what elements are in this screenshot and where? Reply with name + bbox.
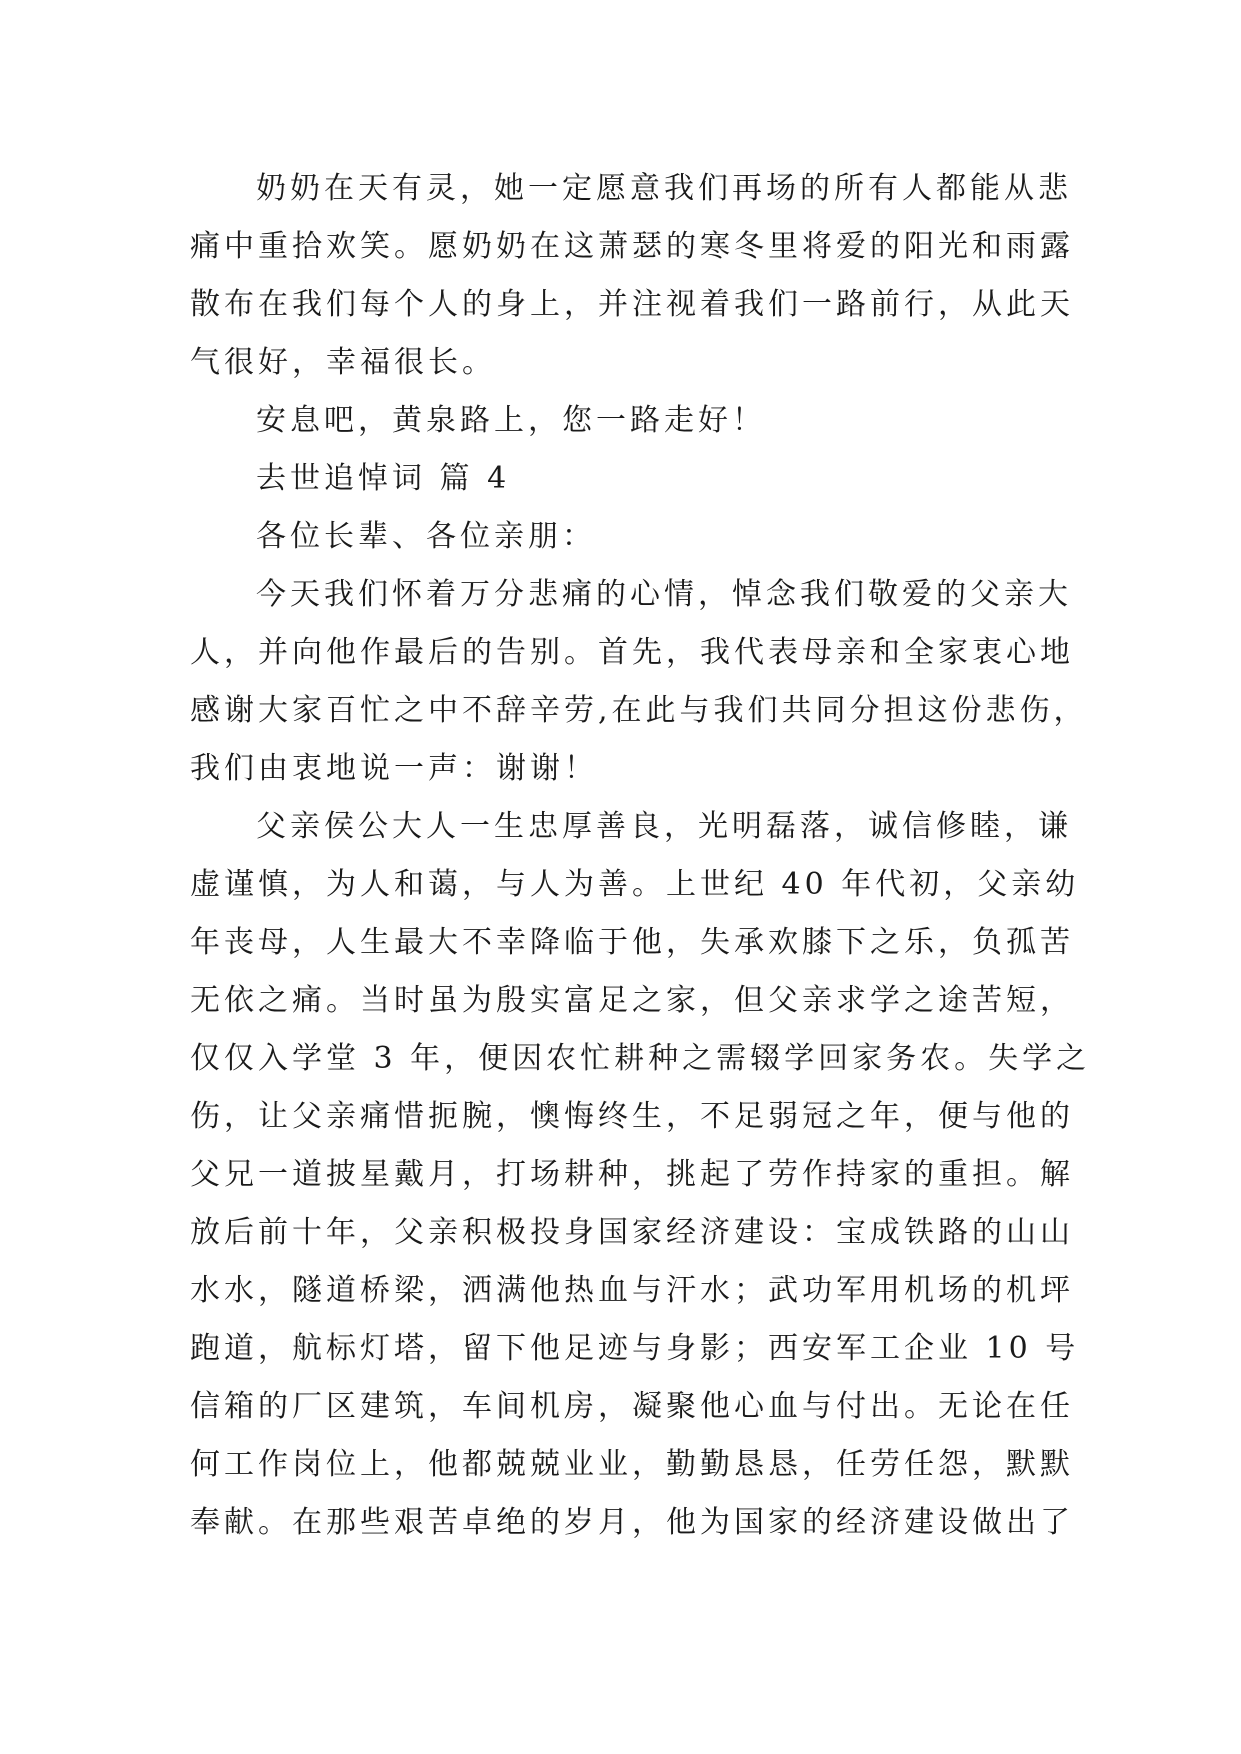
text-line: 今天我们怀着万分悲痛的心情，悼念我们敬爱的父亲大 [256,577,1072,612]
eulogy-text-body [190,160,1091,1552]
text-line: 年丧母，人生最大不幸降临于他，失承欢膝下之乐，负孤苦 [190,925,1074,960]
text-line: 各位长辈、各位亲朋： [256,519,596,554]
text-line: 信箱的厂区建筑，车间机房，凝聚他心血与付出。无论在任 [190,1389,1074,1424]
text-line: 虚谨慎，为人和蔼，与人为善。上世纪 40 年代初，父亲幼 [190,867,1080,902]
text-line: 跑道，航标灯塔，留下他足迹与身影；西安军工企业 10 号 [190,1331,1080,1366]
text-line: 感谢大家百忙之中不辞辛劳,在此与我们共同分担这份悲伤， [190,693,1088,728]
text-line: 伤，让父亲痛惜扼腕，懊悔终生，不足弱冠之年，便与他的 [190,1099,1074,1134]
opening-paragraph [190,566,1088,798]
section-heading [190,450,1050,508]
text-line: 人，并向他作最后的告别。首先，我代表母亲和全家衷心地 [190,635,1074,670]
biography-paragraph [190,798,1091,1552]
heading-text: 去世追悼词 篇 4 [256,461,511,496]
text-line: 气很好，幸福很长。 [190,345,496,380]
text-line: 何工作岗位上，他都兢兢业业，勤勤恳恳，任劳任怨，默默 [190,1447,1074,1482]
text-line: 奉献。在那些艰苦卓绝的岁月，他为国家的经济建设做出了 [190,1505,1074,1540]
salutation [190,508,1050,566]
text-line: 我们由衷地说一声：谢谢！ [190,751,598,786]
text-line: 安息吧，黄泉路上，您一路走好！ [256,403,766,438]
text-line: 散布在我们每个人的身上，并注视着我们一路前行，从此天 [190,287,1074,322]
farewell-line [190,392,1050,450]
text-line: 父亲侯公大人一生忠厚善良，光明磊落，诚信修睦，谦 [256,809,1072,844]
closing-paragraph [190,160,1074,392]
text-line: 水水，隧道桥梁，洒满他热血与汗水；武功军用机场的机坪 [190,1273,1074,1308]
text-line: 父兄一道披星戴月，打场耕种，挑起了劳作持家的重担。解 [190,1157,1074,1192]
text-line: 奶奶在天有灵，她一定愿意我们再场的所有人都能从悲 [256,171,1072,206]
text-line: 痛中重拾欢笑。愿奶奶在这萧瑟的寒冬里将爱的阳光和雨露 [190,229,1074,264]
text-line: 放后前十年，父亲积极投身国家经济建设：宝成铁路的山山 [190,1215,1074,1250]
text-line: 无依之痛。当时虽为殷实富足之家，但父亲求学之途苦短， [190,983,1074,1018]
text-line: 仅仅入学堂 3 年，便因农忙耕种之需辍学回家务农。失学之 [190,1041,1091,1076]
